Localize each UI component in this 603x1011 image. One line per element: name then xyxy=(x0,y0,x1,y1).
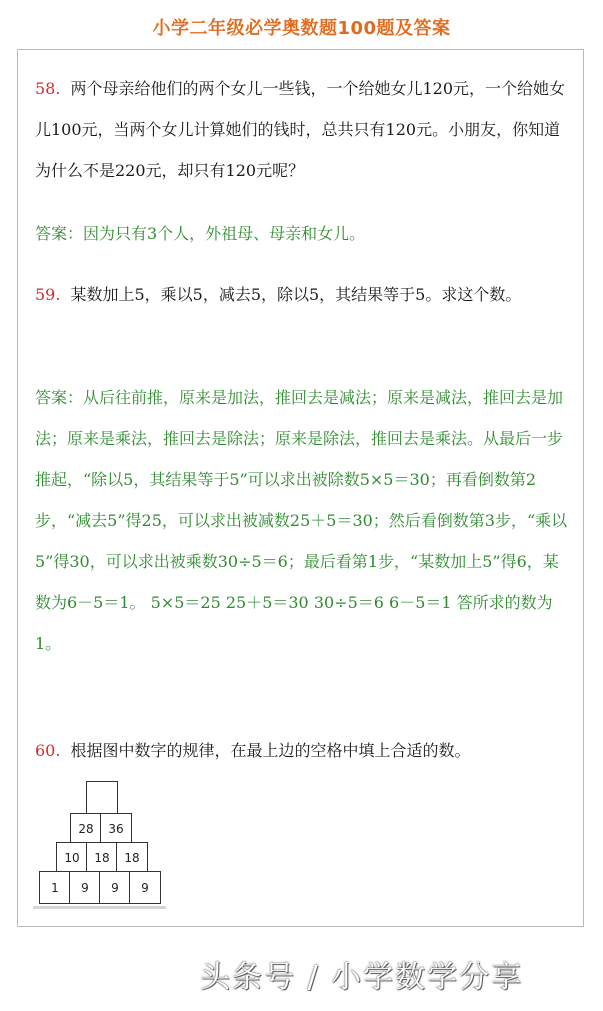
pyramid-cell: 1 xyxy=(39,871,71,904)
problem-60-text: 根据图中数字的规律，在最上边的空格中填上合适的数。 xyxy=(70,741,471,760)
problem-58-answer: 答案：因为只有3个人，外祖母、母亲和女儿。 xyxy=(35,224,366,243)
pyramid-cell: 9 xyxy=(99,871,131,904)
page-title: 小学二年级必学奥数题100题及答案 xyxy=(152,18,451,39)
problem-60-number: 60. xyxy=(35,741,61,760)
problem-58-question xyxy=(35,68,569,191)
problem-59-question xyxy=(35,274,569,315)
pyramid-cell: 9 xyxy=(129,871,161,904)
problem-59-text: 某数加上5，乘以5，减去5，除以5，其结果等于5。求这个数。 xyxy=(70,285,522,304)
problem-58-number: 58. xyxy=(35,79,61,98)
problem-58-text: 两个母亲给他们的两个女儿一些钱，一个给她女儿120元，一个给她女儿100元，当两个女儿计算她们的钱时，总共只有120元。小朋友，你知道为什么不是220元，却只有120元呢？ xyxy=(35,79,565,180)
pyramid-cell-blank xyxy=(86,781,118,815)
problem-59-number: 59. xyxy=(35,285,61,304)
watermark: 头条号 / 小学数学分享 xyxy=(200,960,524,995)
problem-59-answer: 答案：从后往前推，原来是加法，推回去是减法；原来是减法，推回去是加法；原来是乘法，推回去是除法；原来是除法，推回去是乘法。从最后一步推起，“除以5，其结果等于5”可以求出被除数5×5＝30；再看倒数第2步，“减去5”得25，可以求出被减数25＋5＝30；然后看倒数第3步，“乘以5”得30，可以求出被乘数30÷5＝6；最后看第1步，“某数加上5”得6，某数为6－5＝1。 5×5＝25 25＋5＝30 30÷5＝6 6－5＝1 答所求的数为1。 xyxy=(35,388,568,653)
pyramid-cell: 36 xyxy=(100,813,132,844)
problem-60-question xyxy=(35,730,569,771)
pyramid-cell: 10 xyxy=(56,842,88,873)
pyramid-cell: 9 xyxy=(69,871,101,904)
pyramid-cell: 28 xyxy=(70,813,102,844)
pyramid-cell: 18 xyxy=(86,842,118,873)
pyramid-baseline xyxy=(33,906,166,909)
pyramid-cell: 18 xyxy=(116,842,148,873)
